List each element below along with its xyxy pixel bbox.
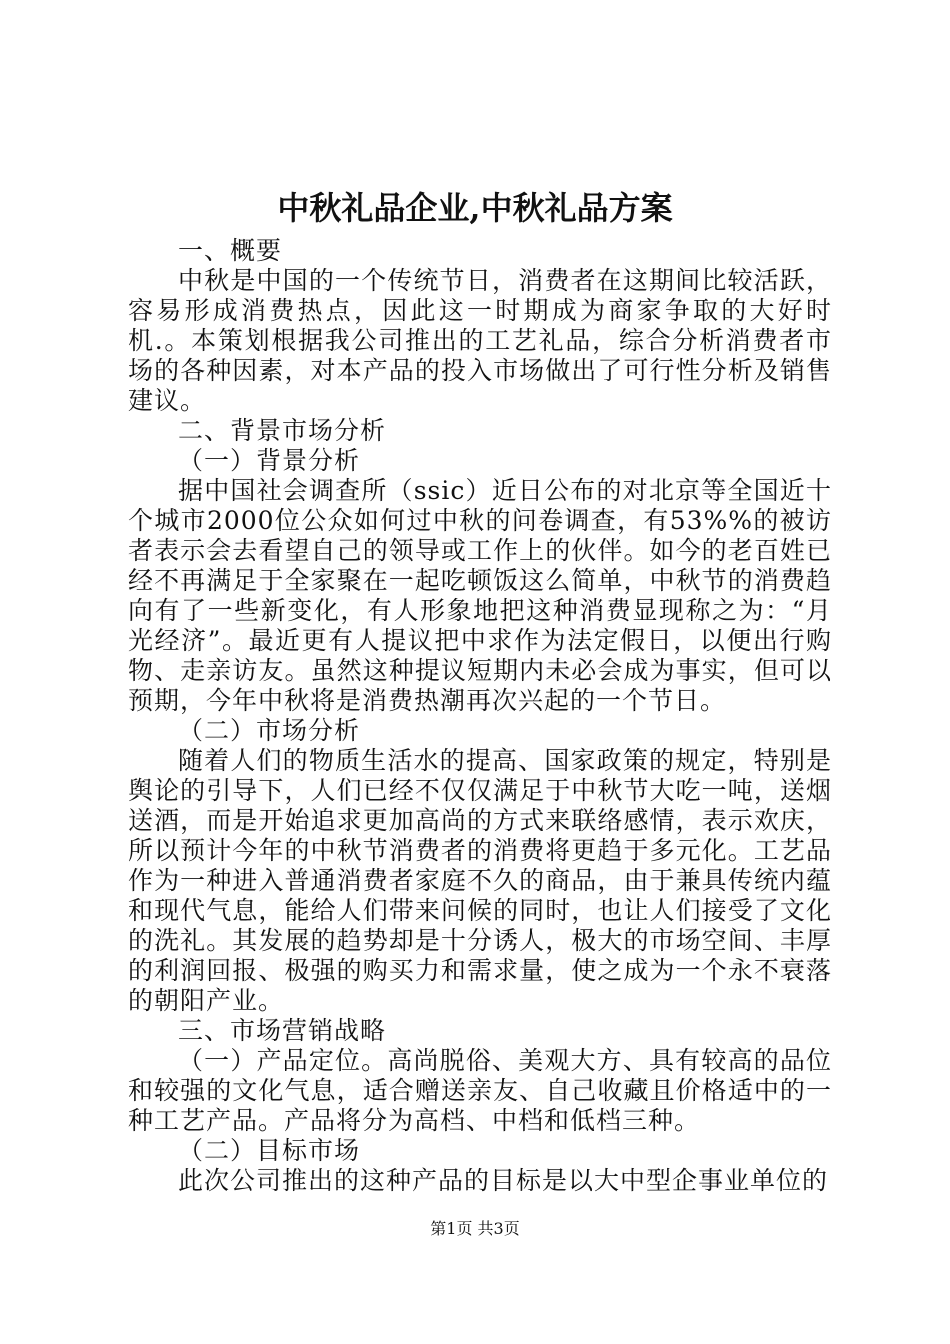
paragraph-background-analysis: 据中国社会调查所（ssic）近日公布的对北京等全国近十个城市2000位公众如何过中秋的问卷调查，有53%%的被访者表示会去看望自己的领导或工作上的伙伴。如今的老百姓已经不再满足于全家聚在一起吃顿饭这么简单，中秋节的消费趋向有了一些新变化，有人形象地把这种消费显现称之为：“月光经济”。最近更有人提议把中求作为法定假日，以便出行购物、走亲访友。虽然这种提议短期内未必会成为事实，但可以预期，今年中秋将是消费热潮再次兴起的一个节日。 xyxy=(128,476,832,715)
document-title: 中秋礼品企业,中秋礼品方案 xyxy=(277,189,673,227)
paragraph-overview: 中秋是中国的一个传统节日，消费者在这期间比较活跃，容易形成消费热点，因此这一时期成为商家争取的大好时机.。本策划根据我公司推出的工艺礼品，综合分析消费者市场的各种因素，对本产品的投入市场做出了可行性分析及销售建议。 xyxy=(128,266,832,415)
paragraph-target-market: 此次公司推出的这种产品的目标是以大中型企事业单位的 xyxy=(178,1166,829,1195)
subheading-background-analysis: （一）背景分析 xyxy=(178,446,361,475)
paragraph-product-positioning: （一）产品定位。高尚脱俗、美观大方、具有较高的品位和较强的文化气息，适合赠送亲友、自己收藏且价格适中的一种工艺产品。产品将分为高档、中档和低档三种。 xyxy=(128,1046,832,1135)
section-heading-overview: 一、概要 xyxy=(178,236,283,265)
page-footer: 第1页 共3页 xyxy=(430,1219,520,1238)
section-heading-background-market: 二、背景市场分析 xyxy=(178,416,387,445)
subheading-target-market: （二）目标市场 xyxy=(178,1136,361,1165)
paragraph-market-analysis: 随着人们的物质生活水的提高、国家政策的规定，特别是舆论的引导下，人们已经不仅仅满足于中秋节大吃一吨，送烟送酒，而是开始追求更加高尚的方式来联络感情，表示欢庆，所以预计今年的中秋节消费者的消费将更趋于多元化。工艺品作为一种进入普通消费者家庭不久的商品，由于兼具传统内蕴和现代气息，能给人们带来问候的同时，也让人们接受了文化的洗礼。其发展的趋势却是十分诱人，极大的市场空间、丰厚的利润回报、极强的购买力和需求量，使之成为一个永不衰落的朝阳产业。 xyxy=(128,746,832,1015)
document-body xyxy=(128,236,832,1196)
section-heading-marketing-strategy: 三、市场营销战略 xyxy=(178,1016,387,1045)
subheading-market-analysis: （二）市场分析 xyxy=(178,716,361,745)
